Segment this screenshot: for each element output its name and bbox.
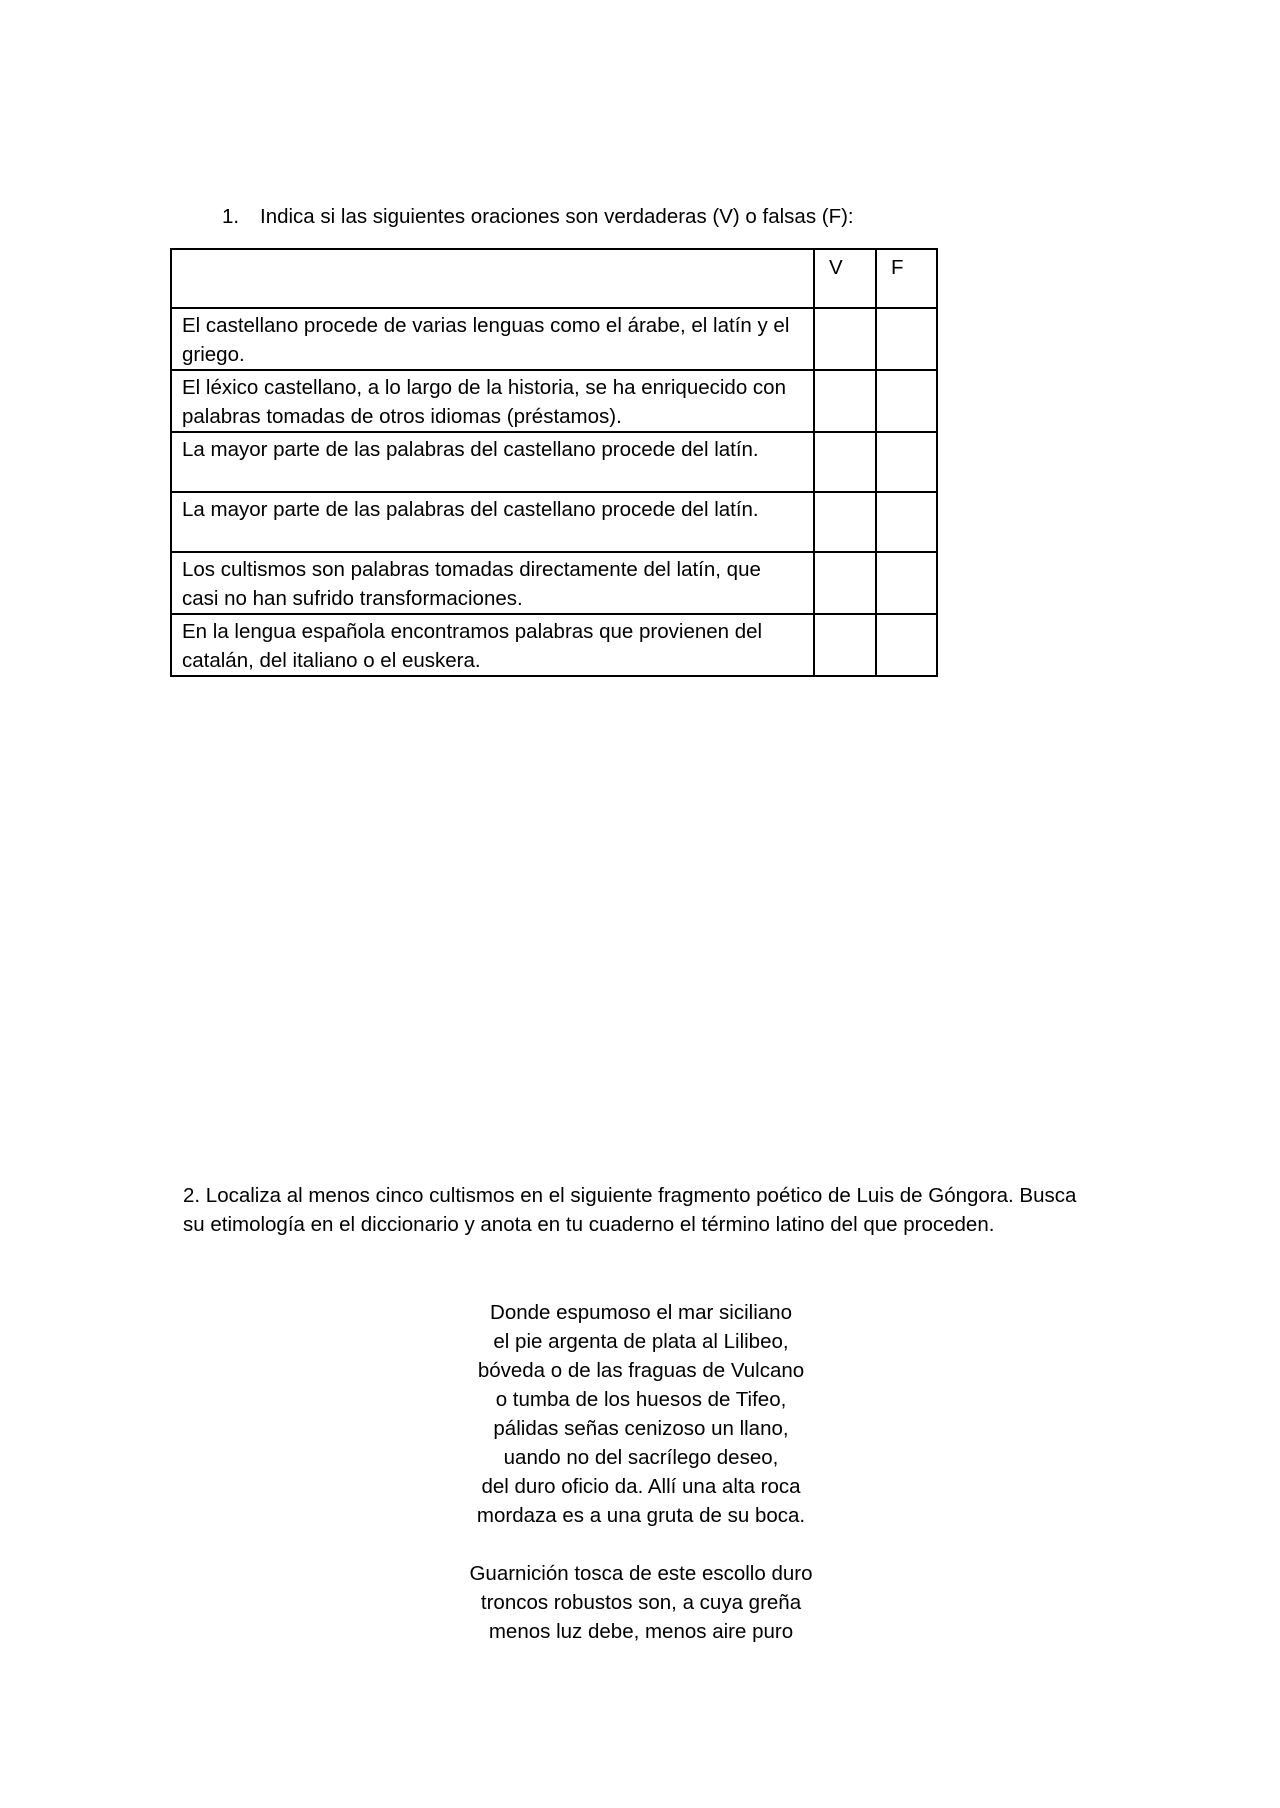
- answer-v-box[interactable]: [814, 614, 876, 676]
- statement-cell: El léxico castellano, a lo largo de la historia, se ha enriquecido con palabras tomadas de otros idiomas (préstamos).: [171, 370, 814, 432]
- statement-cell: En la lengua española encontramos palabras que provienen del catalán, del italiano o el euskera.: [171, 614, 814, 676]
- exercise-1-number: 1.: [222, 205, 240, 228]
- answer-f-box[interactable]: [876, 614, 937, 676]
- table-row: [171, 432, 937, 492]
- poem-line: menos luz debe, menos aire puro: [488, 1620, 794, 1643]
- exercise-2-instruction: 2. Localiza al menos cinco cultismos en el siguiente fragmento poético de Luis de Góngora. Busca su etimología en el diccionario y anota en tu cuaderno el término latino del que proceden.: [183, 1184, 1077, 1236]
- poem-line: del duro oficio da. Allí una alta roca: [481, 1475, 801, 1498]
- table-header-row: [171, 249, 937, 308]
- table-row: [171, 614, 937, 676]
- answer-f-box[interactable]: [876, 492, 937, 552]
- table-row: [171, 308, 937, 370]
- answer-v-box[interactable]: [814, 432, 876, 492]
- answer-v-box[interactable]: [814, 370, 876, 432]
- answer-f-box[interactable]: [876, 432, 937, 492]
- poem-line: o tumba de los huesos de Tifeo,: [495, 1388, 787, 1411]
- poem-line: troncos robustos son, a cuya greña: [480, 1591, 802, 1614]
- statement-cell: Los cultismos son palabras tomadas directamente del latín, que casi no han sufrido transformaciones.: [171, 552, 814, 614]
- exercise-1-text: Indica si las siguientes oraciones son verdaderas (V) o falsas (F):: [260, 205, 854, 228]
- answer-v-box[interactable]: [814, 552, 876, 614]
- true-false-table: [170, 248, 938, 677]
- header-f: F: [876, 249, 937, 308]
- answer-f-box[interactable]: [876, 370, 937, 432]
- poem-fragment: [400, 1298, 882, 1646]
- answer-f-box[interactable]: [876, 308, 937, 370]
- table-row: [171, 492, 937, 552]
- poem-line: Guarnición tosca de este escollo duro: [469, 1562, 813, 1585]
- statement-cell: La mayor parte de las palabras del castellano procede del latín.: [171, 432, 814, 492]
- statement-cell: El castellano procede de varias lenguas como el árabe, el latín y el griego.: [171, 308, 814, 370]
- poem-line: el pie argenta de plata al Lilibeo,: [493, 1330, 789, 1353]
- answer-v-box[interactable]: [814, 308, 876, 370]
- stanza-gap: [400, 1530, 882, 1559]
- answer-f-box[interactable]: [876, 552, 937, 614]
- statement-cell: La mayor parte de las palabras del castellano procede del latín.: [171, 492, 814, 552]
- poem-line: bóveda o de las fraguas de Vulcano: [477, 1359, 805, 1382]
- table-row: [171, 370, 937, 432]
- header-statement-cell: [171, 249, 814, 308]
- exercise-1-instruction: [222, 203, 854, 231]
- poem-line: uando no del sacrílego deseo,: [503, 1446, 779, 1469]
- table-row: [171, 552, 937, 614]
- answer-v-box[interactable]: [814, 492, 876, 552]
- poem-line: mordaza es a una gruta de su boca.: [476, 1504, 806, 1527]
- poem-line: pálidas señas cenizoso un llano,: [493, 1417, 789, 1440]
- header-v: V: [814, 249, 876, 308]
- poem-line: Donde espumoso el mar siciliano: [490, 1301, 792, 1324]
